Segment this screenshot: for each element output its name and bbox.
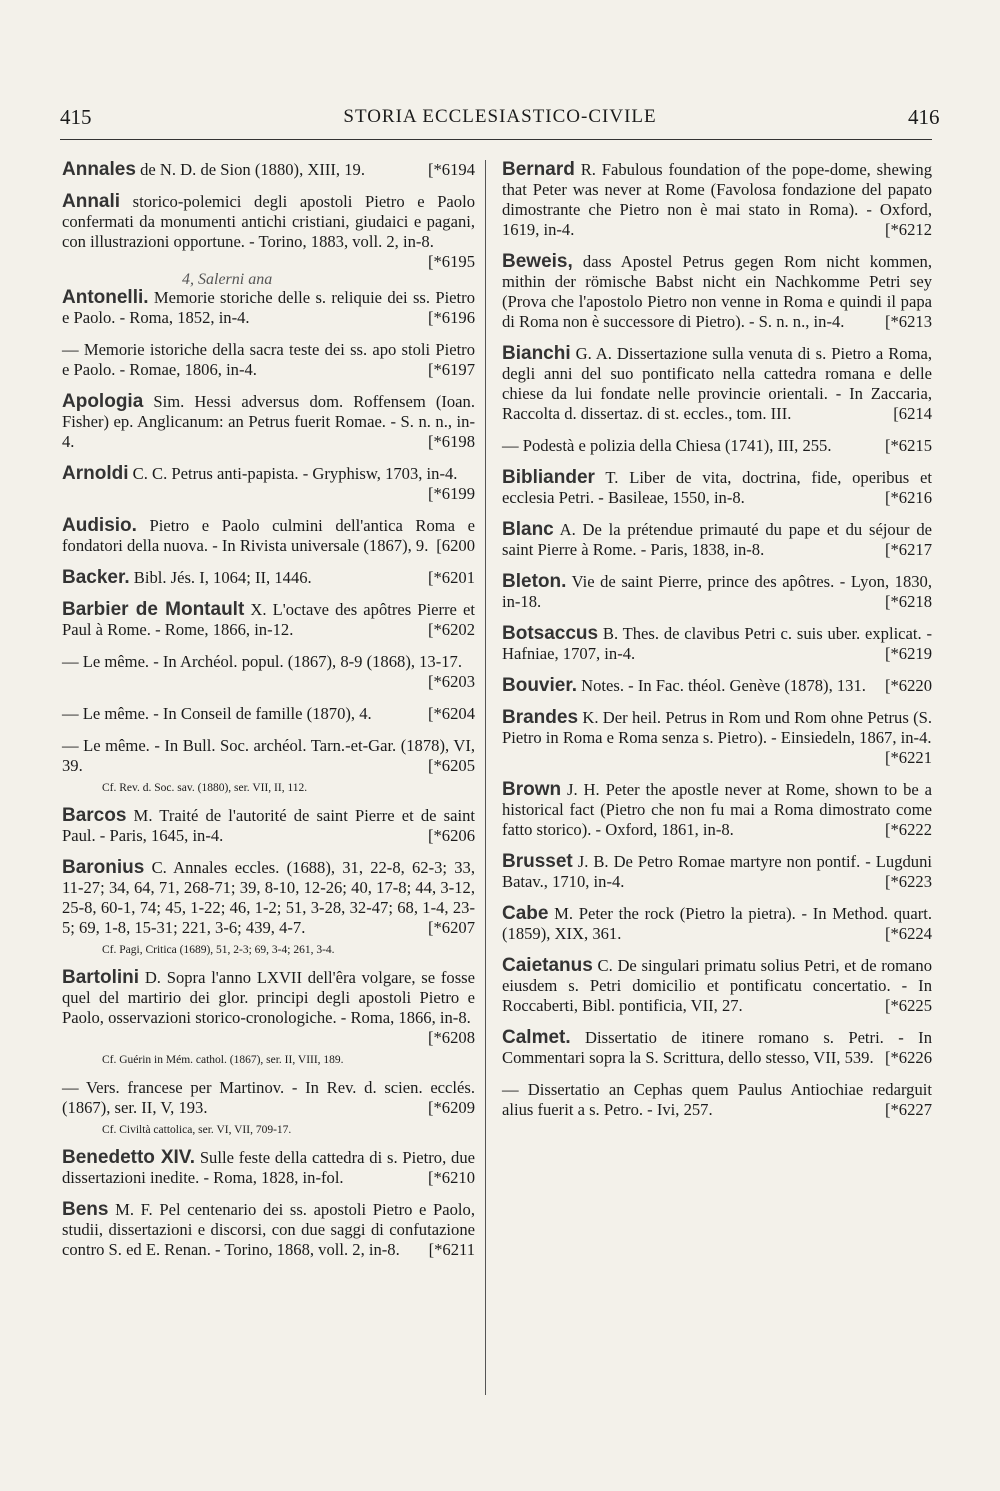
bibliography-note: Cf. Civiltà cattolica, ser. VI, VII, 709-17. [102, 1124, 292, 1136]
entry-text: T. Liber de vita, doctrina, fide, operibus et ecclesia Petri. - Basileae, 1550, in-8. [502, 468, 932, 507]
entry-text: K. Der heil. Petrus in Rom und Rom ohne Petrus (S. Pietro in Roma e Roma senza s. Pietro). - Einsiedeln, 1867, in-4. [502, 708, 932, 747]
entry-heading: Apologia [62, 391, 144, 412]
entry-text: — Vers. francese per Martinov. - In Rev. d. scien. ecclés. (1867), ser. II, V, 193. [62, 1078, 475, 1117]
entry-number: [*6220 [884, 676, 932, 695]
bibliography-entry [62, 340, 475, 380]
entry-heading: Annales [62, 159, 136, 180]
entry-text: A. De la prétendue primauté du pape et du séjour de saint Pierre à Rome. - Paris, 1838, in-8. [502, 520, 932, 559]
bibliography-entry [502, 572, 932, 612]
bibliography-note: Cf. Guérin in Mém. cathol. (1867), ser. II, VIII, 189. [102, 1054, 344, 1066]
bibliography-entry [62, 160, 475, 180]
entry-text: X. L'octave des apôtres Pierre et Paul à Rome. - Rome, 1866, in-12. [62, 600, 475, 639]
entry-heading: Arnoldi [62, 463, 129, 484]
right-column [502, 160, 932, 1132]
bibliography-entry [502, 1080, 932, 1120]
entry-text: Memorie storiche delle s. reliquie dei ss. Pietro e Paolo. - Roma, 1852, in-4. [62, 288, 475, 327]
bibliography-entry [62, 464, 475, 504]
entry-number: [*6195 [427, 252, 475, 271]
bibliography-entry [62, 1148, 475, 1188]
bibliography-entry [502, 468, 932, 508]
entry-number: [*6202 [427, 620, 475, 639]
entry-number: [*6219 [884, 644, 932, 663]
entry-text: Dissertatio de itinere romano s. Petri. - In Commentari sopra la S. Scrittura, dello stesso, VII, 539. [502, 1028, 932, 1067]
entry-heading: Bianchi [502, 343, 571, 364]
entry-text: — Le même. - In Archéol. popul. (1867), 8-9 (1868), 13-17. [62, 652, 462, 671]
page-number-right: 416 [908, 105, 940, 129]
bibliography-entry [502, 904, 932, 944]
entry-number: [*6227 [884, 1100, 932, 1119]
entry-heading: Antonelli. [62, 287, 149, 308]
entry-number: [*6196 [427, 308, 475, 327]
entry-text: C. Annales eccles. (1688), 31, 22-8, 62-3; 33, 11-27; 34, 64, 71, 268-71; 39, 8-10, 12-26; 40, 17-8; 44, 3-12, 25-8, 60-1, 74; 45, 1-22; 46, 1-2; 51, 3-28, 32-47; 68, 1-4, 23-5; 69, 1-8, 15-31; 221, 3-6; 439, 4-7. [62, 858, 475, 937]
entry-heading: Cabe [502, 903, 549, 924]
entry-text: Vie de saint Pierre, prince des apôtres. - Lyon, 1830, in-18. [502, 572, 932, 611]
entry-text: Bibl. Jés. I, 1064; II, 1446. [129, 568, 312, 587]
bibliography-entry [62, 192, 475, 272]
entry-text: C. De singulari primatu solius Petri, et de romano eiusdem s. Petri domicilio et pontificatu concertatio. - In Roccaberti, Bibl. pontificia, VII, 27. [502, 956, 932, 1015]
entry-heading: Benedetto XIV. [62, 1147, 196, 1168]
entry-heading: Barcos [62, 805, 127, 826]
entry-heading: Barbier de Montault [62, 599, 245, 620]
entry-heading: Brown [502, 779, 562, 800]
entry-number: [*6204 [427, 704, 475, 723]
entry-text: — Dissertatio an Cephas quem Paulus Antiochiae redarguit alius fuerit a s. Petro. - Ivi, 257. [502, 1080, 932, 1119]
entry-number: [*6218 [884, 592, 932, 611]
bibliography-entry [502, 1028, 932, 1068]
bibliography-note: Cf. Rev. d. Soc. sav. (1880), ser. VII, II, 112. [102, 782, 308, 794]
bibliography-note: Cf. Pagi, Critica (1689), 51, 2-3; 69, 3-4; 261, 3-4. [102, 944, 335, 956]
bibliography-entry [502, 344, 932, 424]
entry-heading: Botsaccus [502, 623, 599, 644]
entry-text: M. F. Pel centenario dei ss. apostoli Pietro e Paolo, studii, dissertazioni e discorsi, con due saggi di confutazione contro S. ed E. Renan. - Torino, 1868, voll. 2, in-8. [62, 1200, 475, 1259]
left-column [62, 160, 475, 1272]
entry-number: [*6211 [428, 1240, 475, 1259]
entry-text: J. H. Peter the apostle never at Rome, shown to be a historical fact (Pietro che non fu mai a Roma dimostrato come fatto storico). - Oxford, 1861, in-8. [502, 780, 932, 839]
entry-text: storico-polemici degli apostoli Pietro e Paolo confermati da monumenti antichi cristiani, giudaici e pagani, con illustrazioni opportune. - Torino, 1883, voll. 2, in-8. [62, 192, 475, 251]
entry-number: [*6201 [427, 568, 475, 587]
running-title: STORIA ECCLESIASTICO-CIVILE [343, 106, 657, 127]
bibliography-entry [62, 1200, 475, 1260]
bibliography-entry [62, 568, 475, 588]
bibliography-entry [502, 708, 932, 768]
bibliography-entry [502, 252, 932, 332]
entry-heading: Annali [62, 191, 121, 212]
entry-text: M. Peter the rock (Pietro la pietra). - In Method. quart. (1859), XIX, 361. [502, 904, 932, 943]
entry-number: [*6212 [884, 220, 932, 239]
header-rule [60, 139, 932, 140]
bibliography-entry [502, 624, 932, 664]
entry-heading: Calmet. [502, 1027, 571, 1048]
column-divider [485, 160, 486, 1395]
entry-heading: Brandes [502, 707, 579, 728]
bibliography-entry [502, 160, 932, 240]
entry-number: [*6199 [427, 484, 475, 503]
entry-heading: Bartolini [62, 967, 140, 988]
entry-heading: Caietanus [502, 955, 593, 976]
entry-heading: Beweis, [502, 251, 573, 272]
entry-text: Pietro e Paolo culmini dell'antica Roma e fondatori della nuova. - In Rivista universale (1867), 9. [62, 516, 475, 555]
bibliography-entry [502, 436, 932, 456]
entry-number: [*6205 [427, 756, 475, 775]
entry-heading: Audisio. [62, 515, 137, 536]
bibliography-entry [62, 1078, 475, 1118]
bibliography-entry [502, 956, 932, 1016]
entry-heading: Bernard [502, 159, 575, 180]
entry-text: — Podestà e polizia della Chiesa (1741), III, 255. [502, 436, 832, 455]
bibliography-entry [502, 520, 932, 560]
entry-text: Notes. - In Fac. théol. Genève (1878), 131. [576, 676, 866, 695]
entry-number: [6200 [436, 536, 475, 555]
entry-heading: Backer. [62, 567, 130, 588]
entry-number: [*6216 [884, 488, 932, 507]
entry-number: [*6225 [884, 996, 932, 1015]
bibliography-entry [62, 600, 475, 640]
bibliography-entry [62, 288, 475, 328]
entry-number: [*6210 [427, 1168, 475, 1187]
entry-number: [*6224 [884, 924, 932, 943]
entry-number: [*6207 [427, 918, 475, 937]
entry-heading: Baronius [62, 857, 145, 878]
bibliography-entry [502, 676, 932, 696]
entry-text: R. Fabulous foundation of the pope-dome, shewing that Peter was never at Rome (Favolosa fondazione del papato dimostrante che Pietro non è mai stato in Roma). - Oxford, 1619, in-4. [502, 160, 932, 239]
entry-heading: Blanc [502, 519, 554, 540]
entry-text: J. B. De Petro Romae martyre non pontif. - Lugduni Batav., 1710, in-4. [502, 852, 932, 891]
entry-text: Sulle feste della cattedra di s. Pietro, due dissertazioni inedite. - Roma, 1828, in-fol. [62, 1148, 475, 1187]
entry-heading: Bleton. [502, 571, 567, 592]
entry-number: [*6226 [884, 1048, 932, 1067]
entry-number: [*6221 [884, 748, 932, 767]
entry-text: D. Sopra l'anno LXVII dell'êra volgare, se fosse quel del martirio dei glor. principi degli apostoli Pietro e Paolo, osservazioni storico-cronologiche. - Roma, 1866, in-8. [62, 968, 475, 1027]
entry-text: Sim. Hessi adversus dom. Roffensem (Ioan. Fisher) ep. Anglicanum: an Petrus fuerit Romae. - S. n. n., in-4. [62, 392, 475, 451]
bibliography-entry [62, 736, 475, 776]
entry-number: [*6217 [884, 540, 932, 559]
entry-number: [*6197 [427, 360, 475, 379]
bibliography-entry [62, 806, 475, 846]
entry-text: de N. D. de Sion (1880), XIII, 19. [135, 160, 365, 179]
entry-number: [*6206 [427, 826, 475, 845]
bibliography-entry [62, 392, 475, 452]
entry-number: [*6222 [884, 820, 932, 839]
entry-heading: Brusset [502, 851, 573, 872]
entry-heading: Bibliander [502, 467, 595, 488]
entry-text: M. Traité de l'autorité de saint Pierre et de saint Paul. - Paris, 1645, in-4. [62, 806, 475, 845]
entry-number: [*6215 [884, 436, 932, 455]
entry-number: [*6208 [427, 1028, 475, 1047]
bibliography-entry [502, 780, 932, 840]
entry-text: C. C. Petrus anti-papista. - Gryphisw, 1703, in-4. [128, 464, 458, 483]
entry-text: B. Thes. de clavibus Petri c. suis uber. explicat. - Hafniae, 1707, in-4. [502, 624, 932, 663]
entry-number: [*6213 [884, 312, 932, 331]
entry-text: — Memorie istoriche della sacra teste dei ss. apo stoli Pietro e Paolo. - Romae, 1806, in-4. [62, 340, 475, 379]
bibliography-entry [62, 516, 475, 556]
entry-text: G. A. Dissertazione sulla venuta di s. Pietro a Roma, degli anni del suo pontificato nella cattedra romana e delle chiese da lui fondate nelle provincie orientali. - In Zaccaria, Raccolta d. dissertaz. di st. eccles., tom. III. [502, 344, 932, 423]
handwritten-annotation: 4, Salerni ana [182, 271, 273, 288]
bibliography-entry [62, 968, 475, 1048]
bibliography-entry [502, 852, 932, 892]
entry-number: [*6223 [884, 872, 932, 891]
entry-number: [*6209 [427, 1098, 475, 1117]
page-number-left: 415 [60, 105, 92, 129]
entry-heading: Bens [62, 1199, 109, 1220]
entry-text: dass Apostel Petrus gegen Rom nicht kommen, mithin der römische Babst nicht ein Nachkomme Petri sey (Prova che l'apostolo Pietro non venne in Roma e quindi il papa di Roma non è successore di Pietro). - S. n. n., in-4. [502, 252, 932, 331]
bibliography-entry [62, 704, 475, 724]
bibliography-entry [62, 858, 475, 938]
entry-text: — Le même. - In Conseil de famille (1870), 4. [62, 704, 372, 723]
entry-number: [6214 [893, 404, 932, 423]
entry-number: [*6198 [427, 432, 475, 451]
entry-heading: Bouvier. [502, 675, 577, 696]
entry-number: [*6194 [427, 160, 475, 179]
entry-number: [*6203 [427, 672, 475, 691]
entry-text: — Le même. - In Bull. Soc. archéol. Tarn.-et-Gar. (1878), VI, 39. [62, 736, 475, 775]
bibliography-entry [62, 652, 475, 692]
